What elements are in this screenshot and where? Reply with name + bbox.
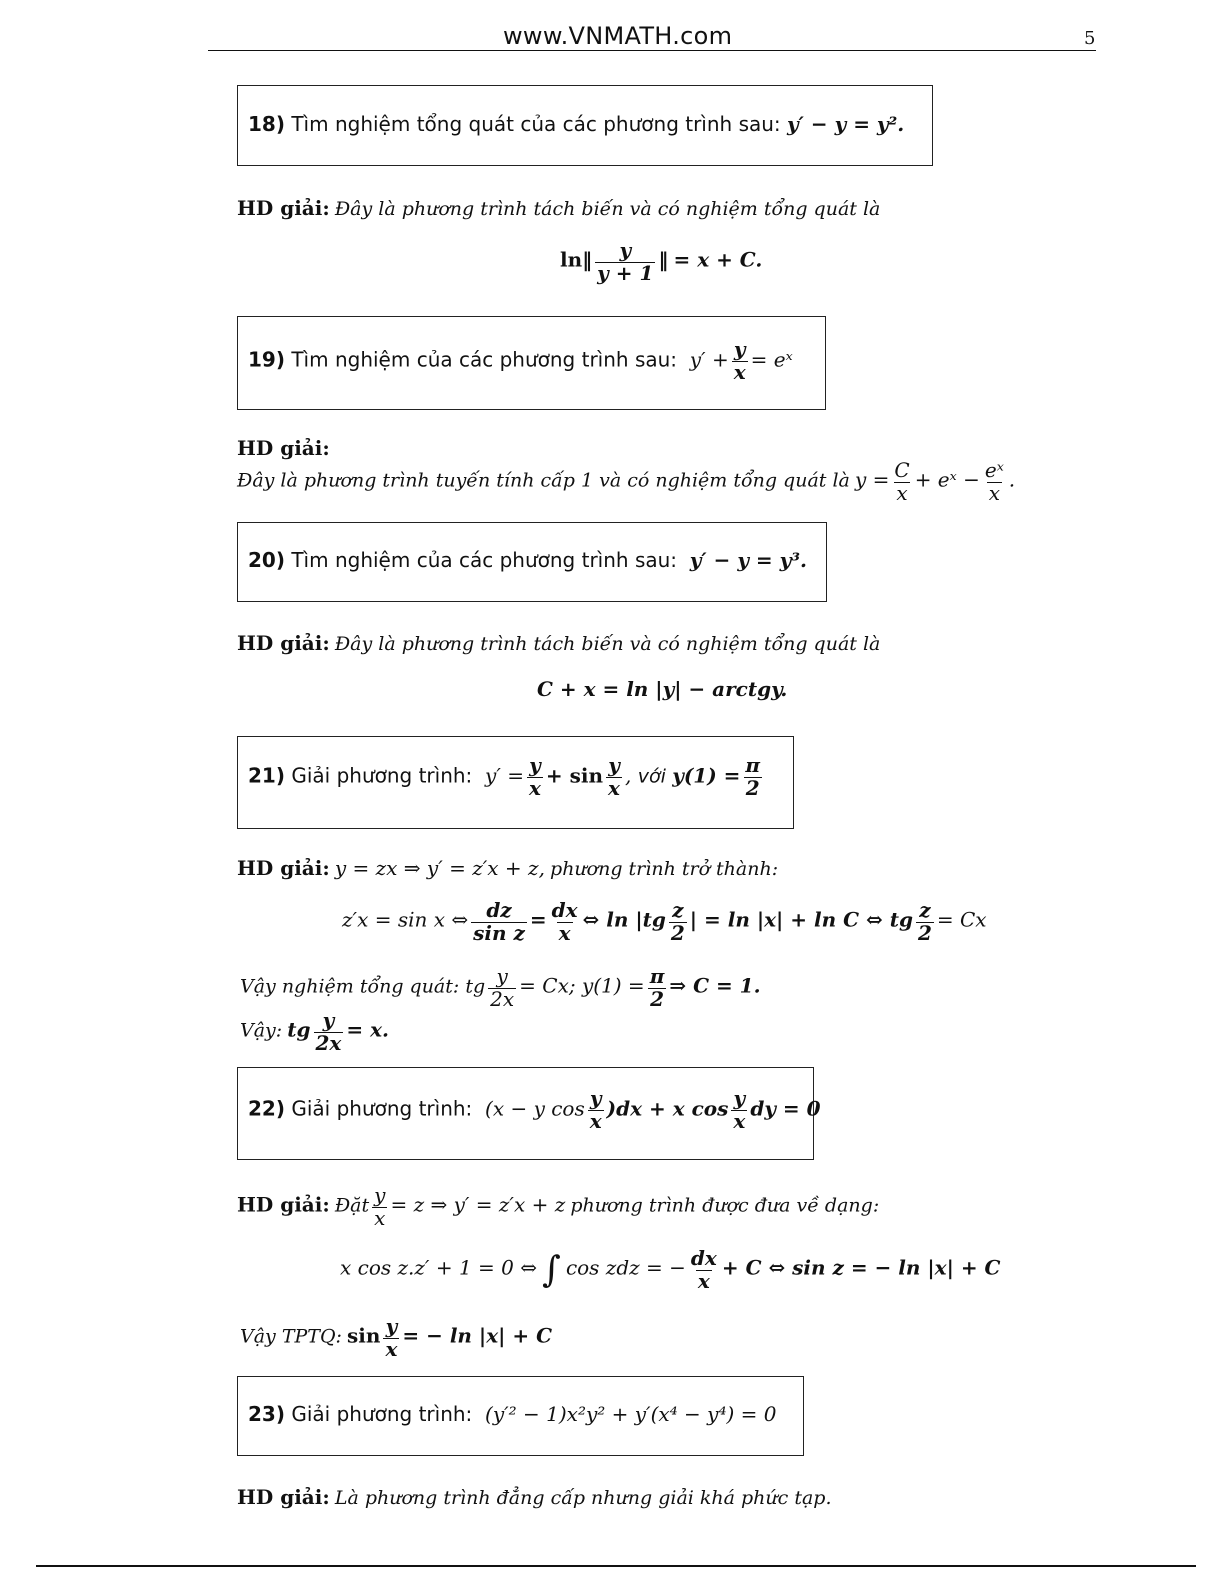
eq-part: z′x = sin x ⇔ <box>342 907 469 932</box>
header-rule <box>208 50 1096 51</box>
fraction-numerator: y <box>322 1008 335 1032</box>
solution-label: HD giải: <box>237 856 330 880</box>
eq-part: y′ = <box>485 763 524 788</box>
solution-text: Đặt <box>334 1194 370 1217</box>
fraction-numerator: y <box>608 753 620 777</box>
problem-text: Giải phương trình: <box>291 1096 473 1121</box>
problem-number: 23) <box>248 1402 285 1426</box>
problem-18 <box>248 112 904 136</box>
eq-part: = eˣ <box>750 347 793 372</box>
fraction-denominator: x <box>697 1268 710 1293</box>
fraction-denominator: 2 <box>745 775 760 800</box>
eq-part: . <box>1008 467 1016 492</box>
eq-part: = z ⇒ y′ = z′x + z <box>390 1192 566 1217</box>
eq-bar: ‖ <box>658 247 669 272</box>
fraction-denominator: sin z <box>473 920 525 945</box>
fraction-denominator: 2 <box>670 920 685 945</box>
eq-with: với <box>637 765 666 788</box>
problem-number: 21) <box>248 763 285 788</box>
eq-fraction <box>648 966 667 1010</box>
fraction-denominator: x <box>589 1108 602 1133</box>
eq-fraction <box>527 755 543 799</box>
eq-part: ⇒ C = 1. <box>669 973 761 998</box>
problem-text: Tìm nghiệm của các phương trình sau: <box>291 347 678 372</box>
eq-part: = Cx <box>936 907 987 932</box>
fraction-denominator: y + 1 <box>597 260 654 285</box>
problem-text: Tìm nghiệm của các phương trình sau: <box>291 548 678 572</box>
problem-number: 18) <box>248 112 285 136</box>
fraction-numerator: y <box>733 1086 746 1110</box>
problem-22 <box>248 1088 821 1132</box>
problem-21 <box>248 755 765 799</box>
site-header: www.VNMATH.com <box>503 22 733 50</box>
fraction-denominator: 2 <box>650 986 664 1011</box>
solution-label: HD giải: <box>237 1485 330 1509</box>
fraction-numerator: dx <box>551 898 578 922</box>
eq-fraction <box>689 1248 719 1292</box>
eq-fraction <box>550 900 580 944</box>
solution-21-conclusion <box>240 966 761 1010</box>
eq-fraction <box>383 1316 399 1360</box>
eq-fraction <box>471 900 527 944</box>
solution-19 <box>237 460 1015 504</box>
fraction-denominator: x <box>385 1336 398 1361</box>
fraction-numerator: y <box>619 238 632 262</box>
problem-equation: (y′² − 1)x²y² + y′(x⁴ − y⁴) = 0 <box>485 1402 777 1426</box>
solution-text: Là phương trình đẳng cấp nhưng giải khá phức tạp. <box>334 1487 832 1509</box>
problem-number: 20) <box>248 548 285 572</box>
fraction-denominator: x <box>988 480 1000 505</box>
fraction-denominator: x <box>896 480 908 505</box>
eq-ln: ln <box>560 247 583 272</box>
eq-part: tg <box>287 1017 311 1042</box>
problem-23-box <box>237 1376 804 1456</box>
problem-number: 19) <box>248 347 285 372</box>
eq-fraction <box>595 240 655 284</box>
eq-fraction <box>606 755 622 799</box>
integral-sign: ∫ <box>542 1249 561 1291</box>
fraction-numerator: y <box>385 1314 398 1338</box>
eq-fraction <box>732 339 748 383</box>
eq-fraction <box>983 460 1006 504</box>
fraction-numerator: y <box>529 753 541 777</box>
eq-fraction <box>488 966 516 1010</box>
solution-18-equation <box>560 240 762 284</box>
solution-21-equation <box>342 900 987 944</box>
solution-21 <box>237 856 778 880</box>
problem-18-box <box>237 85 933 166</box>
fraction-denominator: x <box>608 775 620 800</box>
eq-part: , <box>624 763 632 788</box>
eq-fraction <box>314 1010 344 1054</box>
eq-part: dy = 0 <box>750 1096 821 1121</box>
problem-text: Giải phương trình: <box>291 763 473 788</box>
eq-part: + C ⇔ sin z = − ln |x| + C <box>721 1255 1001 1280</box>
solution-label: HD giải: <box>237 631 330 655</box>
eq-fraction <box>669 900 687 944</box>
fraction-numerator: π <box>745 753 761 777</box>
solution-text: Vậy nghiệm tổng quát: tg <box>240 975 486 998</box>
fraction-numerator: y <box>733 337 746 361</box>
problem-19-box <box>237 316 826 410</box>
eq-part: + eˣ − <box>914 467 980 492</box>
eq-bar: ‖ <box>582 247 593 272</box>
fraction-denominator: 2x <box>490 986 515 1011</box>
fraction-numerator: z <box>919 898 931 922</box>
problem-number: 22) <box>248 1096 285 1121</box>
solution-18 <box>237 196 880 220</box>
solution-text: Đây là phương trình tách biến và có nghiệm tổng quát là <box>334 198 881 220</box>
solution-text: Đây là phương trình tuyến tính cấp 1 và có nghiệm tổng quát là <box>237 469 850 492</box>
eq-part: = Cx; y(1) = <box>519 973 645 998</box>
eq-fraction <box>372 1185 387 1229</box>
eq-part: + sin <box>545 763 604 788</box>
solution-20 <box>237 631 880 655</box>
fraction-numerator: y <box>589 1086 602 1110</box>
solution-22-conclusion <box>240 1316 552 1360</box>
fraction-denominator: x <box>558 920 571 945</box>
fraction-numerator: dx <box>690 1246 717 1270</box>
fraction-numerator: y <box>374 1183 386 1207</box>
eq-part: y(1) = <box>672 763 741 788</box>
eq-part: y′ + <box>689 347 729 372</box>
solution-text: Vậy: <box>240 1019 283 1042</box>
footer-rule <box>36 1565 1196 1567</box>
eq-fraction <box>588 1088 604 1132</box>
eq-fraction <box>916 900 934 944</box>
solution-text: phương trình trở thành: <box>550 858 779 880</box>
eq-part: = x. <box>346 1017 389 1042</box>
fraction-numerator: eˣ <box>984 458 1004 482</box>
eq-part: = <box>529 907 547 932</box>
eq-part: )dx + x cos <box>606 1096 729 1121</box>
problem-19 <box>248 339 793 383</box>
eq-fraction <box>743 755 762 799</box>
problem-23 <box>248 1402 777 1426</box>
problem-equation: y′ − y = y². <box>787 112 905 136</box>
problem-20-box <box>237 522 827 602</box>
solution-22-equation <box>340 1248 1000 1292</box>
eq-part: cos zdz = − <box>565 1255 686 1280</box>
fraction-denominator: x <box>733 1108 746 1133</box>
solution-text: Vậy TPTQ: <box>240 1325 342 1348</box>
fraction-numerator: y <box>496 964 508 988</box>
eq-fraction <box>892 460 911 504</box>
fraction-numerator: C <box>894 458 910 482</box>
eq-part: (x − y cos <box>485 1096 585 1121</box>
problem-text: Tìm nghiệm tổng quát của các phương trình sau: <box>291 112 781 136</box>
problem-text: Giải phương trình: <box>291 1402 473 1426</box>
solution-20-equation: C + x = ln |y| − arctgy. <box>537 677 788 701</box>
solution-19-label: HD giải: <box>237 436 330 460</box>
eq-part: y = <box>854 467 890 492</box>
solution-21-final <box>240 1010 389 1054</box>
eq-rhs: = x + C. <box>673 247 763 272</box>
fraction-denominator: x <box>528 775 541 800</box>
problem-20 <box>248 548 807 572</box>
eq-part: | = ln |x| + ln C ⇔ tg <box>689 907 913 932</box>
fraction-numerator: π <box>649 964 665 988</box>
eq-part: ⇔ ln |tg <box>582 907 666 932</box>
fraction-denominator: x <box>374 1205 386 1230</box>
eq-part: x cos z.z′ + 1 = 0 ⇔ <box>340 1255 537 1280</box>
solution-label: HD giải: <box>237 196 330 220</box>
solution-23 <box>237 1485 831 1509</box>
problem-22-box <box>237 1067 821 1160</box>
fraction-denominator: x <box>733 359 746 384</box>
fraction-numerator: z <box>672 898 684 922</box>
fraction-denominator: 2x <box>315 1030 342 1055</box>
fraction-numerator: dz <box>486 898 512 922</box>
eq-part: = − ln |x| + C <box>402 1323 552 1348</box>
problem-21-box <box>237 736 794 829</box>
page-number: 5 <box>1084 28 1096 49</box>
fraction-denominator: 2 <box>917 920 932 945</box>
solution-text: Đây là phương trình tách biến và có nghiệm tổng quát là <box>334 633 881 655</box>
eq-part: y = zx ⇒ y′ = z′x + z, <box>334 856 545 880</box>
eq-fraction <box>731 1088 747 1132</box>
eq-part: sin <box>347 1323 381 1348</box>
solution-22 <box>237 1185 879 1229</box>
solution-text: phương trình được đưa về dạng: <box>570 1194 880 1217</box>
problem-equation: y′ − y = y³. <box>689 548 807 572</box>
solution-label: HD giải: <box>237 1192 330 1217</box>
